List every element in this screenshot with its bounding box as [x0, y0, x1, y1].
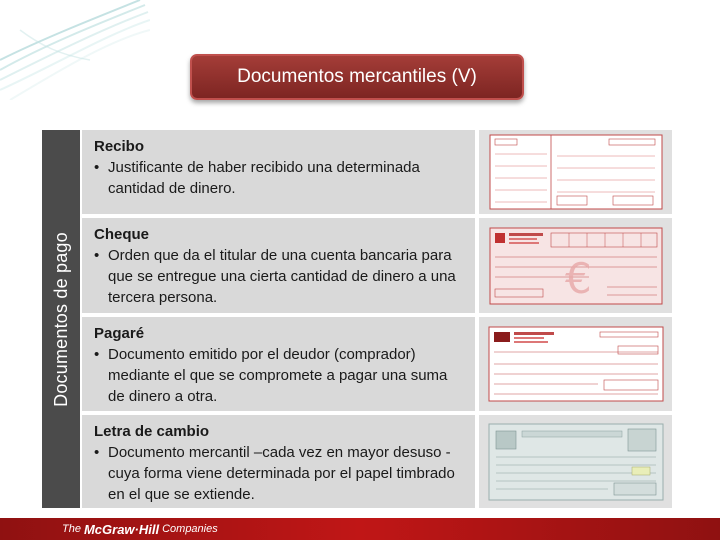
item-description: Documento mercantil –cada vez en mayor desuso - cuya forma viene determinada por el papel timbrado en el que se extiende. [108, 444, 455, 503]
receipt-image [479, 130, 672, 214]
promissory-note-document-icon [488, 326, 664, 402]
side-label: Documentos de pago [50, 231, 71, 407]
cheque-image [479, 218, 672, 313]
list-item-letra-de-cambio [82, 415, 672, 508]
bullet-icon: • [94, 444, 100, 461]
list-item-recibo [82, 130, 672, 214]
item-text [82, 218, 475, 313]
receipt-document-icon [489, 134, 663, 210]
svg-text:€: € [564, 253, 592, 303]
item-text [82, 317, 475, 411]
item-description: Orden que da el titular de una cuenta bancaria para que se entregue una cierta cantidad de dinero a una tercera persona. [108, 247, 456, 306]
bullet-icon: • [94, 247, 100, 264]
footer-brand: McGraw·Hill [83, 521, 160, 537]
item-heading: Cheque [94, 226, 150, 243]
item-heading: Pagaré [94, 325, 145, 342]
footer-brand-bar [0, 518, 720, 540]
bill-of-exchange-image [479, 415, 672, 508]
document-list [82, 130, 672, 512]
item-description: Justificante de haber recibido una determinada cantidad de dinero. [108, 159, 420, 197]
footer-prefix: The [62, 523, 81, 535]
slide-title: Documentos mercantiles (V) [190, 54, 524, 100]
bullet-icon: • [94, 159, 100, 176]
bullet-icon: • [94, 346, 100, 363]
item-heading: Letra de cambio [94, 423, 210, 440]
side-label-bar [42, 130, 80, 508]
item-text [82, 415, 475, 508]
item-text [82, 130, 475, 214]
item-heading: Recibo [94, 138, 145, 155]
list-item-cheque [82, 218, 672, 313]
promissory-note-image [479, 317, 672, 411]
cheque-document-icon [489, 227, 663, 305]
decorative-swirl-graphic [0, 0, 150, 100]
footer-suffix: Companies [162, 523, 218, 535]
item-description: Documento emitido por el deudor (comprador) mediante el que se compromete a pagar una suma de dinero a otra. [108, 346, 448, 405]
bill-of-exchange-document-icon [488, 423, 664, 501]
list-item-pagare [82, 317, 672, 411]
